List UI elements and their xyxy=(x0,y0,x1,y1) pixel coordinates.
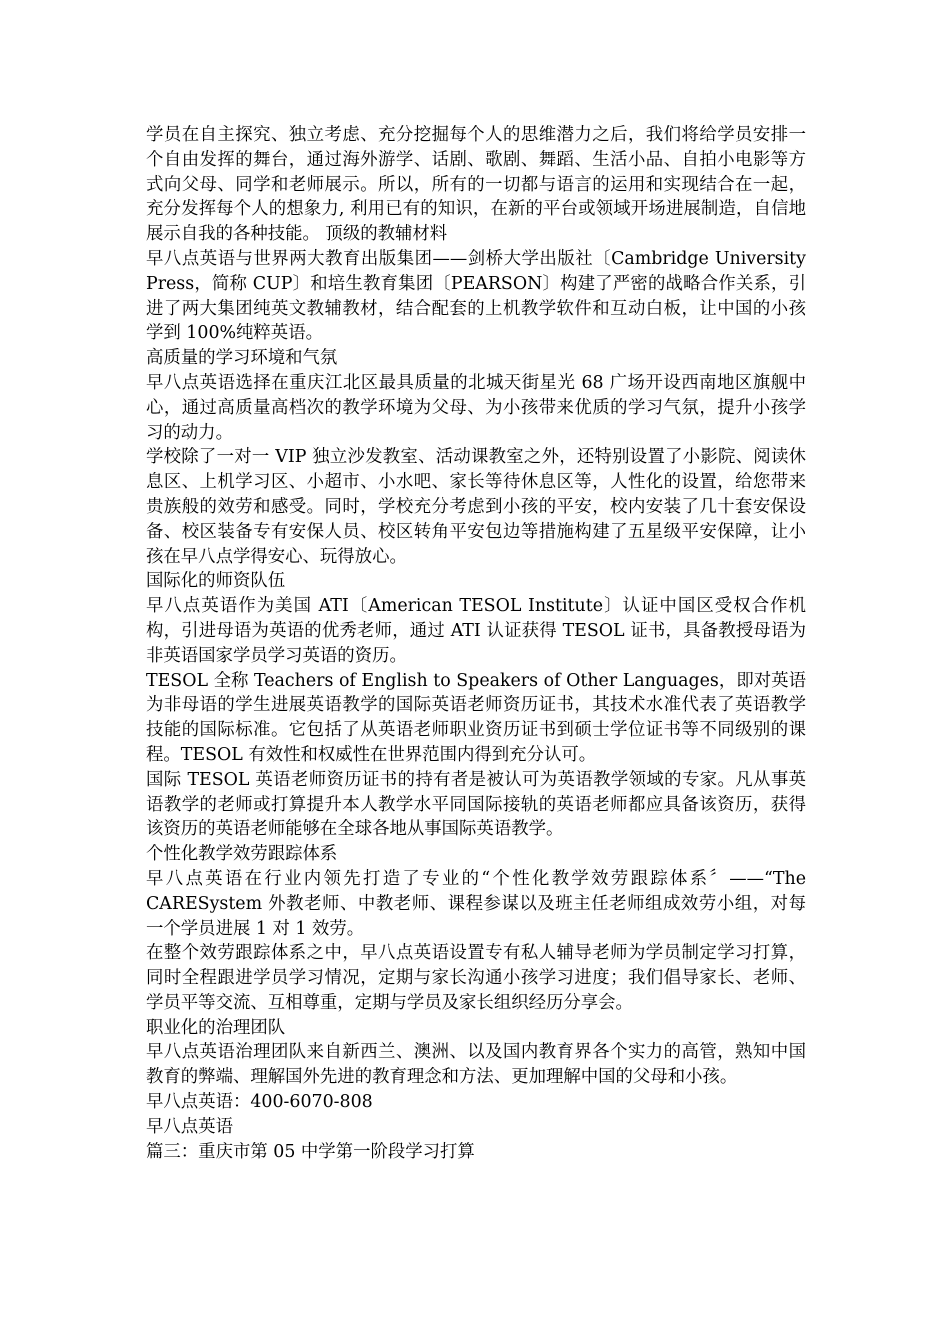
heading-management-team: 职业化的治理团队 xyxy=(146,1017,286,1038)
paragraph-teaching-materials: 早八点英语与世界两大教育出版集团——剑桥大学出版社〔Cambridge University Press，简称 CUP〕和培生教育集团〔PEARSON〕构建了严密的战略合作关系，引进了两大集团纯英文教辅教材，结合配套的上机教学软件和互动白板，让中国的小孩学到 100%纯粹英语。 xyxy=(146,248,806,344)
heading-teaching-staff: 国际化的师资队伍 xyxy=(146,571,286,592)
heading-learning-environment: 高质量的学习环境和气氛 xyxy=(146,348,338,369)
paragraph-care-system: 早八点英语在行业内领先打造了专业的“个性化教学效劳跟踪体系〞——“The CARESystem 外教老师、中教老师、课程参谋以及班主任老师组成效劳小组，对每一个学员进展 1 对 1 效劳。 xyxy=(146,868,806,939)
heading-tracking-system: 个性化教学效劳跟踪体系 xyxy=(146,844,338,865)
paragraph-ati-certification: 早八点英语作为美国 ATI〔American TESOL Institute〕认证中国区受权合作机构，引进母语为英语的优秀老师，通过 ATI 认证获得 TESOL 证书，具备教授母语为非英语国家学员学习英语的资历。 xyxy=(146,596,806,666)
brand-name: 早八点英语 xyxy=(146,1116,233,1137)
section-title-part-three: 篇三：重庆市第 05 中学第一阶段学习打算 xyxy=(146,1141,475,1162)
paragraph-tesol-holders: 国际 TESOL 英语老师资历证书的持有者是被认可为英语教学领域的专家。凡从事英语教学的老师或打算提升本人教学水平同国际接轨的英语老师都应具备该资历，获得该资历的英语老师能够在全球各地从事国际英语教学。 xyxy=(146,769,806,840)
paragraph-tesol-definition: TESOL 全称 Teachers of English to Speakers of Other Languages，即对英语为非母语的学生进展英语教学的国际英语老师资历证书，其技术水准代表了英语教学技能的国际标准。它包括了从英语老师职业资历证书到硕士学位证书等不同级别的课程。TESOL 有效性和权威性在世界范围内得到充分认可。 xyxy=(146,670,806,765)
document-body xyxy=(146,123,806,1164)
paragraph-tutor-service: 在整个效劳跟踪体系之中，早八点英语设置专有私人辅导老师为学员制定学习打算，同时全程跟进学员学习情况，定期与家长沟通小孩学习进度；我们倡导家长、老师、学员平等交流、互相尊重，定期与学员及家长组织经历分享会。 xyxy=(146,943,806,1013)
contact-phone: 早八点英语：400-6070-808 xyxy=(146,1092,373,1113)
paragraph-school-facilities: 学校除了一对一 VIP 独立沙发教室、活动课教室之外，还特别设置了小影院、阅读休息区、上机学习区、小超市、小水吧、家长等待休息区等，人性化的设置，给您带来贵族般的效劳和感受。同时，学校充分考虑到小孩的平安，校内安装了几十套安保设备、校区装备专有安保人员、校区转角平安包边等措施构建了五星级平安保障，让小孩在早八点学得安心、玩得放心。 xyxy=(146,447,806,567)
paragraph-presentation-stage: 学员在自主探究、独立考虑、充分挖掘每个人的思维潜力之后，我们将给学员安排一个自由发挥的舞台，通过海外游学、话剧、歌剧、舞蹈、生活小品、自拍小电影等方式向父母、同学和老师展示。所以，所有的一切都与语言的运用和实现结合在一起，充分发挥每个人的想象力, 利用已有的知识，在新的平台或领域开场进展制造，自信地展示自我的各种技能。 顶级的教辅材料 xyxy=(146,125,806,245)
paragraph-flagship-center: 早八点英语选择在重庆江北区最具质量的北城天街星光 68 广场开设西南地区旗舰中心，通过高质量高档次的教学环境为父母、为小孩带来优质的学习气氛，提升小孩学习的动力。 xyxy=(146,372,806,443)
paragraph-management-team: 早八点英语治理团队来自新西兰、澳洲、以及国内教育界各个实力的高管，熟知中国教育的弊端、理解国外先进的教育理念和方法、更加理解中国的父母和小孩。 xyxy=(146,1042,806,1088)
